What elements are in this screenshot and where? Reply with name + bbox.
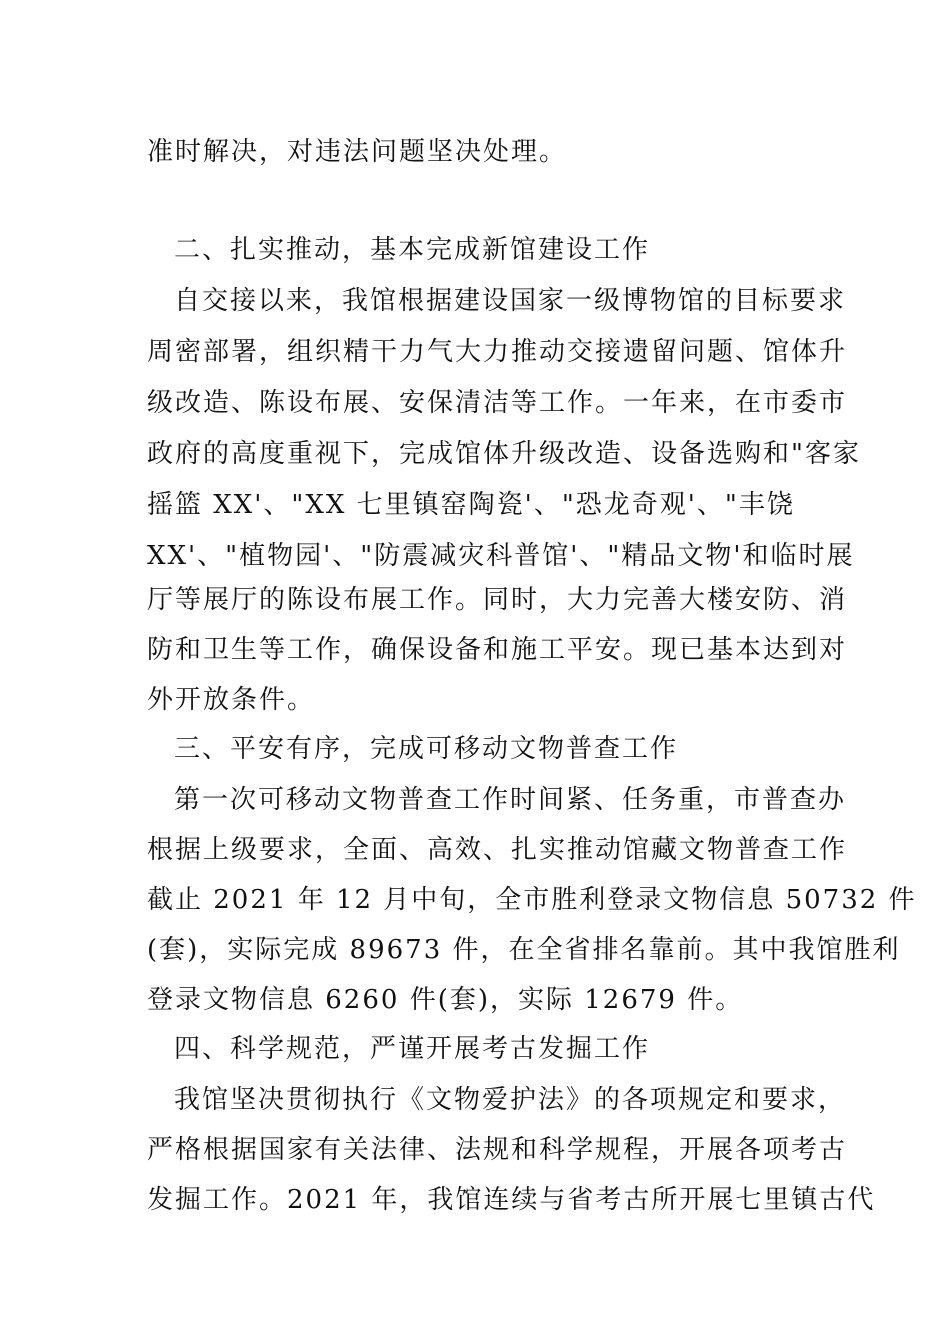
paragraph-line: 防和卫生等工作，确保设备和施工平安。现已基本达到对 (147, 635, 848, 665)
paragraph-line: 截止 2021 年 12 月中旬，全市胜利登录文物信息 50732 件 (147, 885, 917, 915)
paragraph-line: 第一次可移动文物普查工作时间紧、任务重，市普查办 (174, 785, 847, 815)
paragraph-line: 级改造、陈设布展、安保清洁等工作。一年来，在市委市 (147, 388, 848, 418)
section-heading: 二、扎实推动，基本完成新馆建设工作 (174, 235, 651, 265)
paragraph-line: (套)，实际完成 89673 件，在全省排名靠前。其中我馆胜利 (147, 935, 901, 965)
paragraph-line: 我馆坚决贯彻执行《文物爱护法》的各项规定和要求， (174, 1085, 847, 1115)
paragraph-line: 厅等展厅的陈设布展工作。同时，大力完善大楼安防、消 (147, 585, 848, 615)
paragraph-line: 登录文物信息 6260 件(套)，实际 12679 件。 (147, 985, 744, 1015)
paragraph-line: 摇篮 XX'、"XX 七里镇窑陶瓷'、"恐龙奇观'、"丰饶 (147, 490, 795, 520)
paragraph-line: 周密部署，组织精干力气大力推动交接遗留问题、馆体升 (147, 337, 848, 367)
section-heading: 三、平安有序，完成可移动文物普查工作 (174, 734, 679, 764)
paragraph-line: 自交接以来，我馆根据建设国家一级博物馆的目标要求 (174, 286, 847, 316)
paragraph-line: 严格根据国家有关法律、法规和科学规程，开展各项考古 (147, 1135, 848, 1165)
paragraph-line: 根据上级要求，全面、高效、扎实推动馆藏文物普查工作 (147, 835, 848, 865)
paragraph-line: 准时解决，对违法问题坚决处理。 (147, 137, 568, 167)
section-heading: 四、科学规范，严谨开展考古发掘工作 (174, 1034, 651, 1064)
paragraph-line: XX'、"植物园'、"防震减灾科普馆'、"精品文物'和临时展 (147, 541, 855, 571)
paragraph-line: 政府的高度重视下，完成馆体升级改造、设备选购和"客家 (147, 439, 861, 469)
paragraph-line: 外开放条件。 (147, 685, 316, 715)
paragraph-line: 发掘工作。2021 年，我馆连续与省考古所开展七里镇古代 (147, 1185, 876, 1215)
